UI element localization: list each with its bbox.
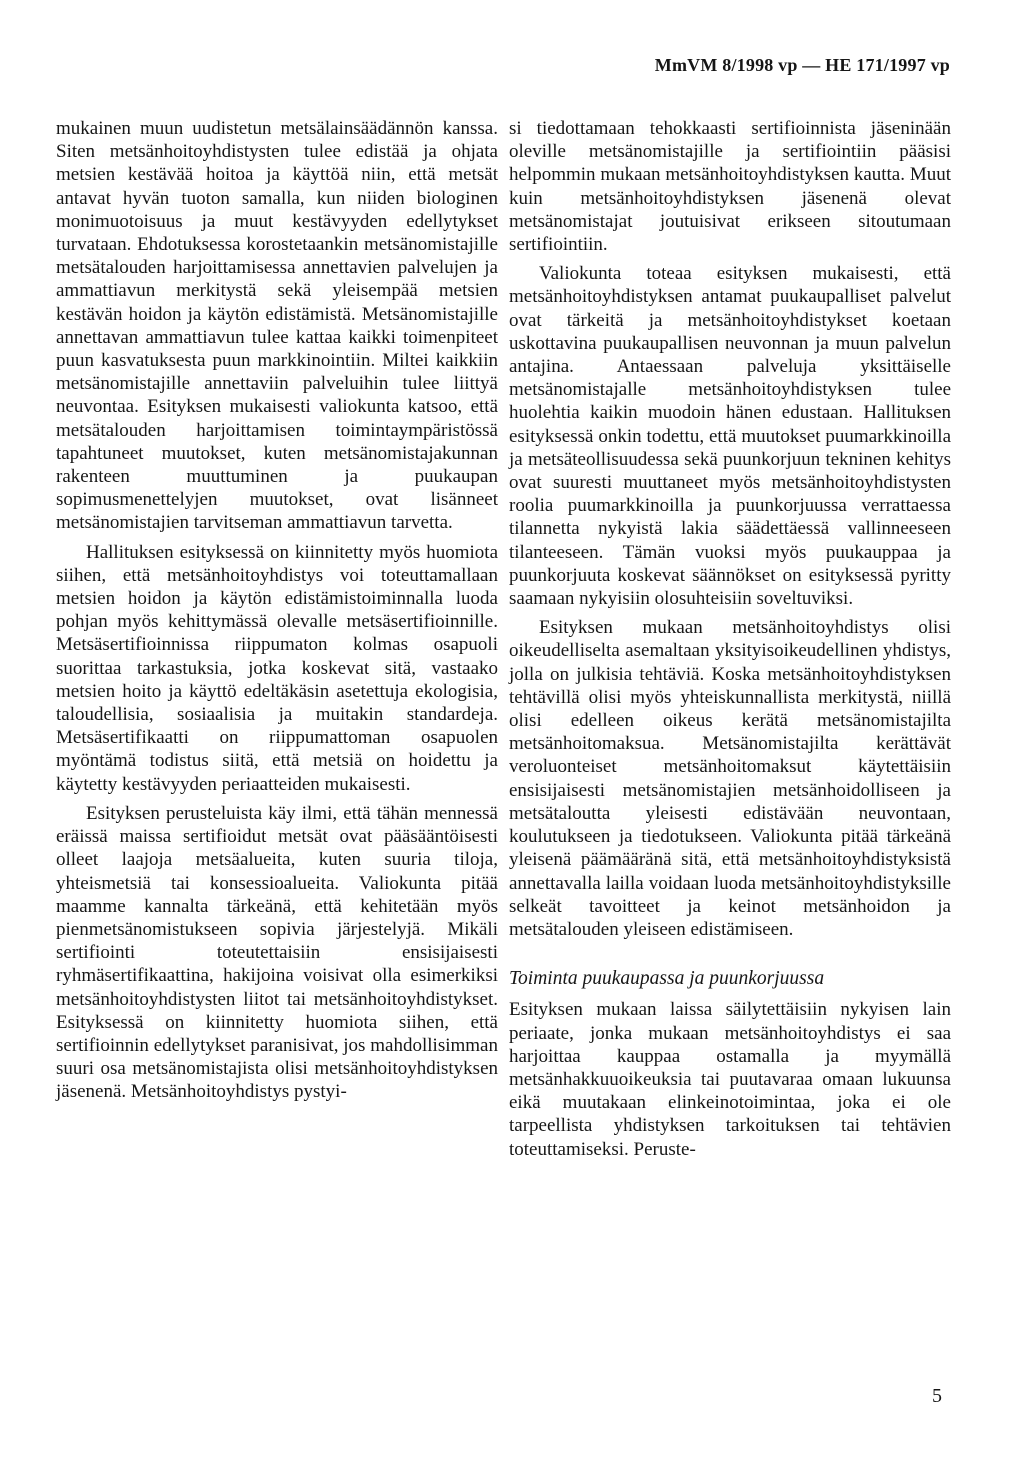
right-column bbox=[509, 117, 951, 1167]
paragraph: Hallituksen esityksessä on kiinnitetty myös huomiota siihen, että metsänhoitoyhdistys voi toteuttamallaan metsien hoidon ja käytön edistämistoiminnalla luoda pohjan myös kehittymässä olevalle metsäsertifioinnille. Metsäsertifioinnissa riippumaton kolmas osapuoli suorittaa tarkastuksia, jotka koskevat sitä, vastaako metsien hoito ja käyttö edeltäkäsin asetettuja ekologisia, taloudellisia, sosiaalisia ja muitakin standardeja. Metsäsertifikaatti on riippumattoman osapuolen myöntämä todistus siitä, että metsiä on hoidettu ja käytetty kestävyyden periaatteiden mukaisesti. bbox=[56, 541, 498, 795]
paragraph: mukainen muun uudistetun metsälainsäädännön kanssa. Siten metsänhoitoyhdistysten tulee edistää ja ohjata metsien kestävää hoitoa ja käyttöä niin, että metsät antavat hyvän tuoton samalla, kun niiden biologinen monimuotoisuus ja muut kestävyyden edellytykset turvataan. Ehdotuksessa korostetaankin metsänomistajille metsätalouden harjoittamisessa annettavien palvelujen ja ammattiavun merkitystä sekä yleisempää metsien kestävän hoidon ja käytön edistämistä. Metsänomistajille annettavan ammattiavun tulee kattaa kaikki toimenpiteet puun kasvatuksesta puun markkinointiin. Miltei kaikkiin metsänomistajille annettaviin palveluihin tulee liittyä neuvontaa. Esityksen mukaisesti valiokunta katsoo, että metsätalouden harjoittamisen toimintaympäristössä tapahtuneet muutokset, kuten metsänomistajakunnan rakenteen muuttuminen ja puukaupan sopimusmenettelyjen muutokset, ovat lisänneet metsänomistajien tarvitseman ammattiavun tarvetta. bbox=[56, 118, 498, 534]
paragraph: Esityksen perusteluista käy ilmi, että tähän mennessä eräissä maissa sertifioidut metsät ovat pääsääntöisesti olleet laajoja metsäalueita, kuten suuria tiloja, yhteismetsiä tai konsessioalueita. Valiokunta pitää maamme kannalta tärkeänä, että kehitetään myös pienmetsänomistukseen sopivia järjestelyjä. Mikäli sertifiointi toteutettaisiin ensisijaisesti ryhmäsertifikaattina, hakijoina voisivat olla esimerkiksi metsänhoitoyhdistysten liitot tai metsänhoitoyhdistykset. Esityksessä on kiinnitetty huomiota siihen, että sertifioinnin edellytykset paranisivat, jos mahdollisimman suuri osa metsänomistajista olisi metsänhoitoyhdistyksen jäsenenä. Metsänhoitoyhdistys pystyi- bbox=[56, 802, 498, 1103]
paragraph: si tiedottamaan tehokkaasti sertifioinnista jäseninään oleville metsänomistajille ja sertifiointiin pääsisi helpommin mukaan metsänhoitoyhdistyksen kautta. Muut kuin metsänhoitoyhdistyksen jäsenenä olevat metsänomistajat joutuisivat erikseen sitoutumaan sertifiointiin. bbox=[509, 118, 951, 256]
paragraph: Esityksen mukaan laissa säilytettäisiin nykyisen lain periaate, jonka mukaan metsänhoitoyhdistys ei saa harjoittaa kauppaa ostamalla ja myymällä metsänhakkuuoikeuksia tai puutavaraa omaan lukuunsa eikä muutakaan elinkeinotoimintaa, joka ei ole tarpeellista yhdistyksen tarkoituksen tai tehtävien toteuttamiseksi. Peruste- bbox=[509, 999, 951, 1160]
left-column bbox=[56, 117, 498, 1110]
paragraph: Esityksen mukaan metsänhoitoyhdistys olisi oikeudelliselta asemaltaan yksityisoikeudellinen yhdistys, jolla on julkisia tehtäviä. Koska metsänhoitoyhdistyksen tehtävillä olisi myös yhteiskunnallista merkitystä, niillä olisi edelleen oikeus kerätä metsänomistajilta metsänhoitomaksua. Metsänomistajilta kerättävät veroluonteiset metsänhoitomaksut käytettäisiin ensisijaisesti metsänomistajien metsänhoidolliseen ja metsätaloutta yleisesti edistävään neuvontaan, koulutukseen ja tiedotukseen. Valiokunta pitää tärkeänä yleisenä päämääränä sitä, että metsänhoitoyhdistyksistä annettavalla lailla voidaan luoda metsänhoitoyhdistyksille selkeät tavoitteet ja keinot metsänhoidon ja metsätalouden yleiseen edistämiseen. bbox=[509, 617, 951, 940]
page-number: 5 bbox=[932, 1385, 942, 1407]
running-header: MmVM 8/1998 vp — HE 171/1997 vp bbox=[654, 55, 950, 75]
paragraph: Valiokunta toteaa esityksen mukaisesti, että metsänhoitoyhdistyksen antamat puukaupalliset palvelut ovat tärkeitä ja metsänhoitoyhdistykset koetaan uskottavina puukaupallisen neuvonnan ja muun palvelun antajina. Antaessaan palveluja yksittäiselle metsänomistajalle metsänhoitoyhdistyksen tulee huolehtia kaikin muodoin hänen edustaan. Hallituksen esityksessä onkin todettu, että muutokset puumarkkinoilla ja metsäteollisuudessa sekä puunkorjuun tekninen kehitys ovat suuresti muuttaneet myös metsänhoitoyhdistysten roolia puumarkkinoilla ja puunkorjuussa verrattaessa tilannetta nykyistä lakia säädettäessä vallinneeseen tilanteeseen. Tämän vuoksi myös puukauppaa ja puunkorjuuta koskevat säännökset on esityksessä pyritty saamaan nykyisiin olosuhteisiin soveltuviksi. bbox=[509, 263, 951, 610]
section-subheading: Toiminta puukaupassa ja puunkorjuussa bbox=[509, 968, 825, 990]
